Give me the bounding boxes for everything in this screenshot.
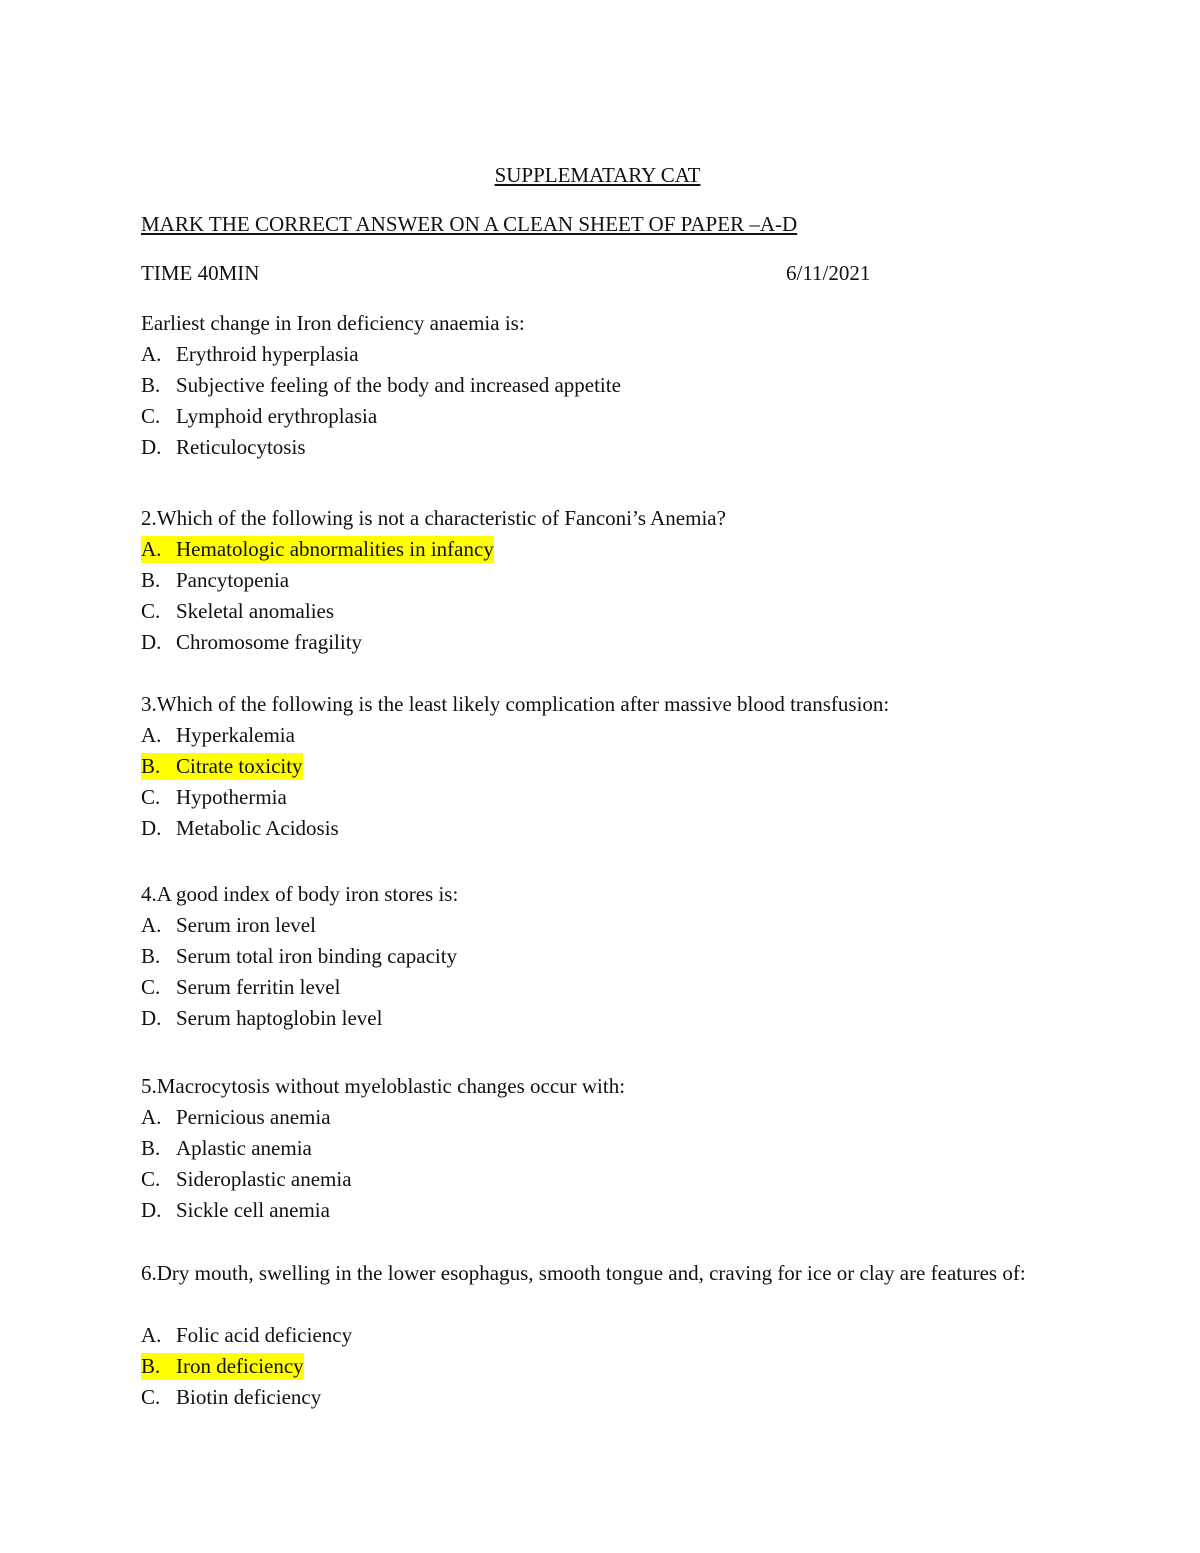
question-3-option-b (141, 753, 303, 780)
option-text: Iron deficiency (176, 1354, 304, 1378)
question-1-option-d (141, 434, 306, 461)
option-text: Skeletal anomalies (176, 599, 335, 623)
option-text: Pernicious anemia (176, 1105, 331, 1129)
page-title: SUPPLEMATARY CAT (494, 163, 701, 187)
question-3-text: 3.Which of the following is the least likely complication after massive blood transfusion: (141, 692, 890, 716)
question-3-option-c (141, 784, 287, 811)
question-4-option-c (141, 974, 340, 1001)
option-letter: D. (141, 630, 162, 654)
option-text: Pancytopenia (176, 568, 290, 592)
option-letter: A. (141, 537, 162, 561)
option-text: Metabolic Acidosis (176, 816, 339, 840)
question-1-option-b (141, 372, 621, 399)
question-6-option-a (141, 1322, 352, 1349)
option-text: Serum ferritin level (176, 975, 341, 999)
option-letter: D. (141, 1006, 162, 1030)
option-text: Subjective feeling of the body and increased appetite (176, 373, 621, 397)
question-1-option-a (141, 341, 359, 368)
option-letter: B. (141, 944, 161, 968)
question-2-option-d (141, 629, 362, 656)
option-text: Serum iron level (176, 913, 316, 937)
answer-highlight (141, 1353, 304, 1380)
question-4-option-d (141, 1005, 382, 1032)
option-text: Biotin deficiency (176, 1385, 322, 1409)
option-text: Reticulocytosis (176, 435, 306, 459)
option-letter: D. (141, 435, 162, 459)
question-4-option-a (141, 912, 316, 939)
question-5-option-b (141, 1135, 312, 1162)
option-letter: C. (141, 599, 161, 623)
option-text: Sideroplastic anemia (176, 1167, 352, 1191)
question-6-option-b (141, 1353, 304, 1380)
option-letter: B. (141, 568, 161, 592)
exam-date: 6/11/2021 (786, 261, 871, 285)
question-4-text: 4.A good index of body iron stores is: (141, 882, 459, 906)
option-text: Hyperkalemia (176, 723, 295, 747)
question-2-option-c (141, 598, 334, 625)
option-text: Hematologic abnormalities in infancy (176, 537, 494, 561)
question-3-option-d (141, 815, 339, 842)
time-allowed: TIME 40MIN (141, 261, 260, 285)
option-letter: B. (141, 1354, 161, 1378)
question-1-option-c (141, 403, 377, 430)
option-text: Lymphoid erythroplasia (176, 404, 378, 428)
option-letter: D. (141, 816, 162, 840)
question-2-option-a (141, 536, 494, 563)
option-text: Serum total iron binding capacity (176, 944, 458, 968)
option-letter: C. (141, 785, 161, 809)
option-text: Hypothermia (176, 785, 287, 809)
option-letter: A. (141, 1105, 162, 1129)
option-text: Aplastic anemia (176, 1136, 312, 1160)
question-5-text: 5.Macrocytosis without myeloblastic changes occur with: (141, 1074, 626, 1098)
option-letter: A. (141, 913, 162, 937)
option-text: Serum haptoglobin level (176, 1006, 383, 1030)
instruction-line: MARK THE CORRECT ANSWER ON A CLEAN SHEET OF PAPER –A-D (141, 212, 798, 236)
question-6-option-c (141, 1384, 321, 1411)
question-2-text: 2.Which of the following is not a characteristic of Fanconi’s Anemia? (141, 506, 726, 530)
option-letter: B. (141, 754, 161, 778)
question-2-option-b (141, 567, 289, 594)
answer-highlight (141, 753, 303, 780)
option-letter: D. (141, 1198, 162, 1222)
option-letter: A. (141, 342, 162, 366)
option-text: Citrate toxicity (176, 754, 303, 778)
option-letter: C. (141, 975, 161, 999)
answer-highlight (141, 536, 494, 563)
option-letter: C. (141, 404, 161, 428)
question-6-text: 6.Dry mouth, swelling in the lower esophagus, smooth tongue and, craving for ice or clay are features of: (141, 1261, 1026, 1285)
option-letter: B. (141, 373, 161, 397)
question-1-text: Earliest change in Iron deficiency anaemia is: (141, 311, 525, 335)
option-letter: B. (141, 1136, 161, 1160)
question-5-option-a (141, 1104, 331, 1131)
question-5-option-d (141, 1197, 330, 1224)
option-text: Sickle cell anemia (176, 1198, 330, 1222)
question-3-option-a (141, 722, 295, 749)
option-text: Folic acid deficiency (176, 1323, 353, 1347)
question-5-option-c (141, 1166, 352, 1193)
option-letter: A. (141, 1323, 162, 1347)
option-letter: C. (141, 1167, 161, 1191)
option-text: Chromosome fragility (176, 630, 363, 654)
option-letter: A. (141, 723, 162, 747)
option-letter: C. (141, 1385, 161, 1409)
option-text: Erythroid hyperplasia (176, 342, 359, 366)
question-4-option-b (141, 943, 457, 970)
